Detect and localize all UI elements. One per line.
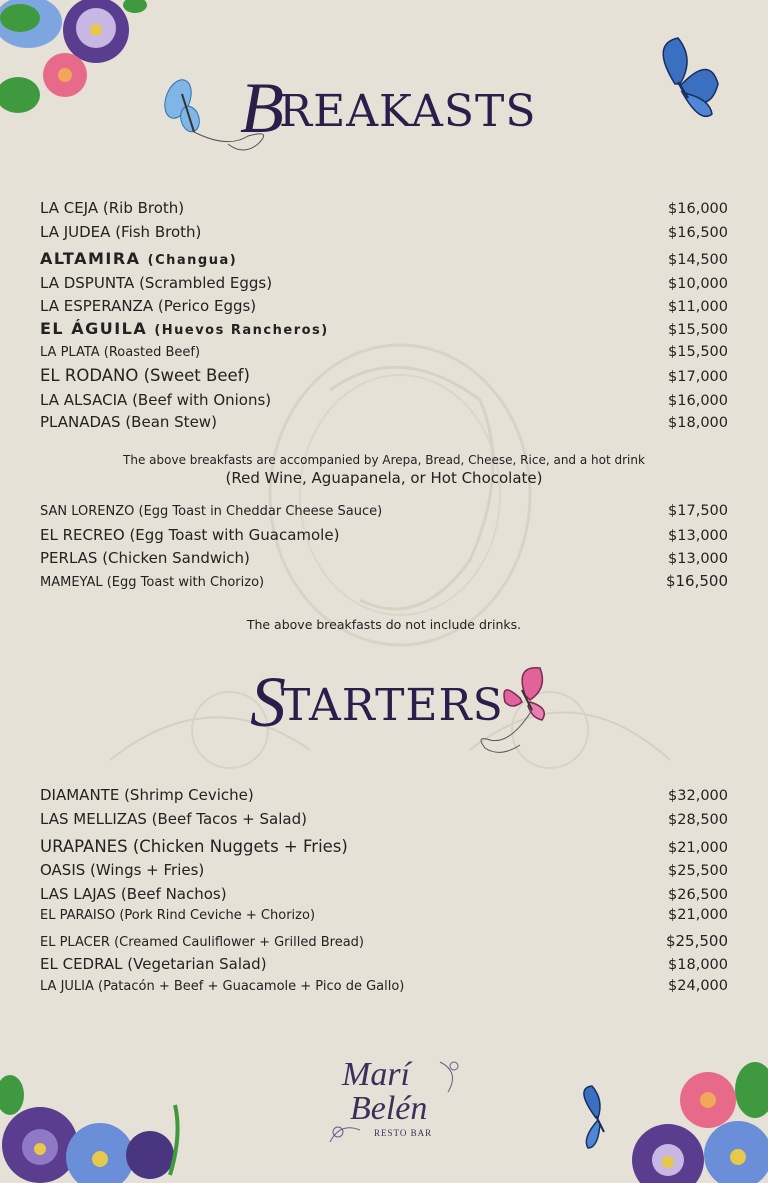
menu-item bbox=[40, 223, 728, 241]
starters-title-initial: S bbox=[250, 662, 287, 742]
item-name: LA CEJA (Rib Broth) bbox=[40, 199, 185, 217]
item-price: $16,500 bbox=[665, 572, 728, 590]
menu-item bbox=[40, 861, 728, 879]
item-price: $14,500 bbox=[668, 252, 728, 268]
breakfasts-title bbox=[240, 68, 537, 148]
item-name-main: ALTAMIRA bbox=[40, 249, 141, 268]
item-name bbox=[40, 319, 329, 338]
item-name: EL PLACER (Creamed Cauliflower + Grilled Bread) bbox=[40, 935, 364, 950]
item-name-sub: (Huevos Rancheros) bbox=[154, 323, 329, 338]
menu-item bbox=[40, 907, 728, 923]
item-price: $28,500 bbox=[668, 812, 728, 828]
item-price: $21,000 bbox=[668, 907, 728, 923]
item-name: PERLAS (Chicken Sandwich) bbox=[40, 549, 250, 567]
butterfly-bottom-blue-icon bbox=[568, 1082, 628, 1154]
logo-line-2: Belén bbox=[350, 1090, 428, 1127]
item-name: OASIS (Wings + Fries) bbox=[40, 861, 205, 879]
item-name: LAS LAJAS (Beef Nachos) bbox=[40, 885, 227, 903]
menu-item bbox=[40, 549, 728, 567]
item-name: PLANADAS (Bean Stew) bbox=[40, 413, 217, 431]
item-price: $25,500 bbox=[665, 932, 728, 950]
item-name: SAN LORENZO (Egg Toast in Cheddar Cheese Sauce) bbox=[40, 504, 383, 519]
breakfasts-drink-options: (Red Wine, Aguapanela, or Hot Chocolate) bbox=[225, 469, 543, 487]
breakfasts-no-drinks-note: The above breakfasts do not include drinks. bbox=[246, 617, 522, 632]
menu-item bbox=[40, 413, 728, 431]
item-price: $32,000 bbox=[668, 788, 728, 804]
item-name-sub: (Changua) bbox=[147, 253, 238, 268]
item-name: EL PARAISO (Pork Rind Ceviche + Chorizo) bbox=[40, 908, 316, 923]
item-price: $15,500 bbox=[668, 322, 728, 338]
menu-item bbox=[40, 391, 728, 409]
breakfasts-accompaniment-note: The above breakfasts are accompanied by Arepa, Bread, Cheese, Rice, and a hot drink bbox=[123, 453, 645, 467]
item-price: $24,000 bbox=[668, 978, 728, 994]
menu-item bbox=[40, 319, 728, 338]
item-price: $10,000 bbox=[668, 276, 728, 292]
starters-title-rest: TARTERS bbox=[281, 680, 504, 731]
breakfasts-title-rest: REAKASTS bbox=[278, 86, 537, 137]
item-name: EL CEDRAL (Vegetarian Salad) bbox=[40, 955, 267, 973]
item-name: DIAMANTE (Shrimp Ceviche) bbox=[40, 786, 254, 804]
item-name: LA DSPUNTA (Scrambled Eggs) bbox=[40, 274, 273, 292]
flower-decoration-top-left bbox=[0, 0, 160, 115]
item-name-main: EL ÁGUILA bbox=[40, 319, 148, 338]
menu-item bbox=[40, 199, 728, 217]
item-price: $16,500 bbox=[668, 225, 728, 241]
butterfly-pink-icon bbox=[470, 660, 560, 760]
item-price: $16,000 bbox=[668, 393, 728, 409]
item-price: $17,500 bbox=[668, 503, 728, 519]
item-name: LA JULIA (Patacón + Beef + Guacamole + Pico de Gallo) bbox=[40, 979, 405, 994]
item-price: $18,000 bbox=[668, 957, 728, 973]
menu-item bbox=[40, 297, 728, 315]
logo-line-1: Marí bbox=[342, 1056, 410, 1093]
restaurant-logo bbox=[320, 1052, 470, 1148]
flower-decoration-bottom-right bbox=[620, 1060, 768, 1183]
item-price: $17,000 bbox=[668, 369, 728, 385]
logo-tagline: RESTO BAR bbox=[374, 1128, 433, 1138]
item-name bbox=[40, 249, 237, 268]
item-name: LAS MELLIZAS (Beef Tacos + Salad) bbox=[40, 810, 307, 828]
menu-item bbox=[40, 786, 728, 804]
menu-item bbox=[40, 932, 728, 950]
item-price: $21,000 bbox=[668, 840, 728, 856]
item-name: EL RODANO (Sweet Beef) bbox=[40, 366, 250, 385]
flower-decoration-bottom-left bbox=[0, 1075, 190, 1183]
item-price: $15,500 bbox=[668, 344, 728, 360]
menu-item bbox=[40, 572, 728, 590]
item-price: $16,000 bbox=[668, 201, 728, 217]
item-price: $18,000 bbox=[668, 415, 728, 431]
item-price: $11,000 bbox=[668, 299, 728, 315]
menu-item bbox=[40, 366, 728, 385]
item-name: URAPANES (Chicken Nuggets + Fries) bbox=[40, 837, 348, 856]
item-name: LA ALSACIA (Beef with Onions) bbox=[40, 391, 272, 409]
menu-item bbox=[40, 837, 728, 856]
starters-title bbox=[250, 662, 504, 742]
item-price: $25,500 bbox=[668, 863, 728, 879]
item-name: LA JUDEA (Fish Broth) bbox=[40, 223, 202, 241]
menu-item bbox=[40, 810, 728, 828]
menu-item bbox=[40, 503, 728, 519]
menu-item bbox=[40, 978, 728, 994]
item-price: $13,000 bbox=[668, 551, 728, 567]
menu-item bbox=[40, 274, 728, 292]
item-price: $13,000 bbox=[668, 528, 728, 544]
item-name: EL RECREO (Egg Toast with Guacamole) bbox=[40, 526, 340, 544]
item-name: LA PLATA (Roasted Beef) bbox=[40, 345, 201, 360]
menu-item bbox=[40, 249, 728, 268]
menu-item bbox=[40, 955, 728, 973]
breakfasts-title-initial: B bbox=[240, 68, 285, 148]
menu-item bbox=[40, 344, 728, 360]
butterfly-blue-icon bbox=[640, 34, 722, 126]
item-name: LA ESPERANZA (Perico Eggs) bbox=[40, 297, 257, 315]
menu-item bbox=[40, 885, 728, 903]
item-price: $26,500 bbox=[668, 887, 728, 903]
item-name: MAMEYAL (Egg Toast with Chorizo) bbox=[40, 575, 265, 590]
menu-item bbox=[40, 526, 728, 544]
